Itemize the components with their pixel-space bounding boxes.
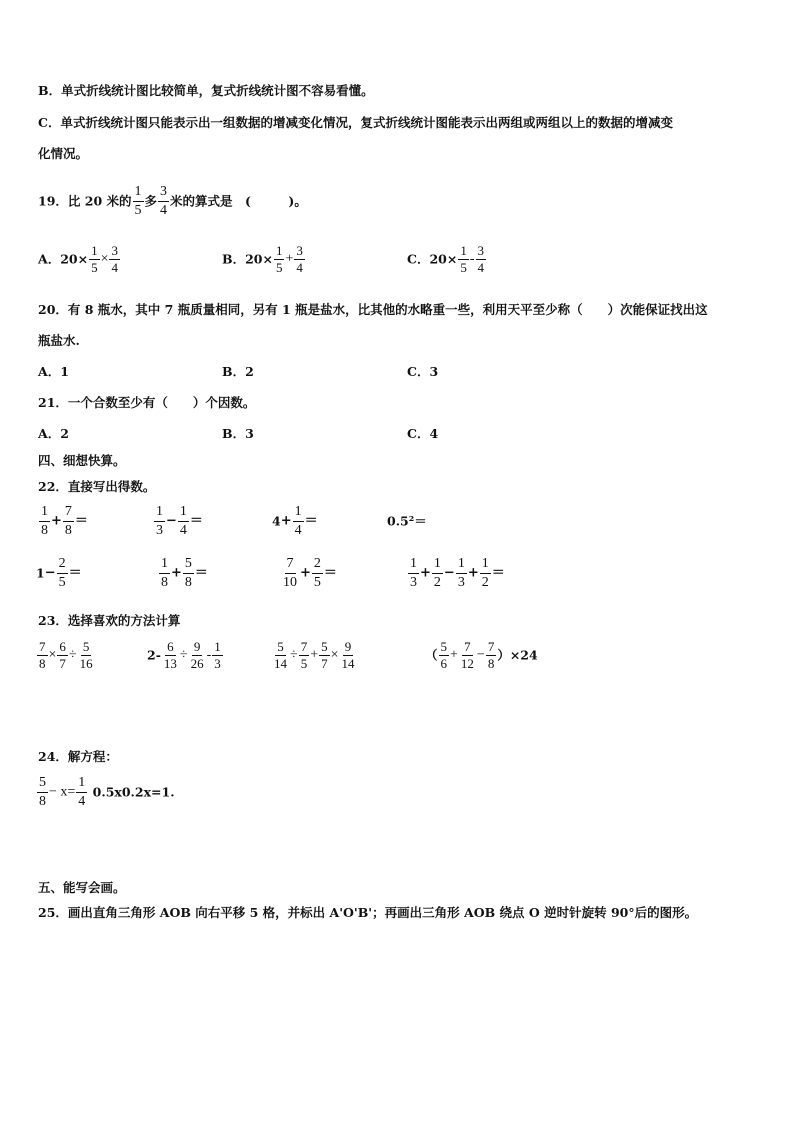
q19-option-b: B．20× $\frac{1}{5}$ + $\frac{3}{4}$	[222, 243, 303, 275]
section-4-heading: 四、细想快算。	[38, 453, 126, 468]
q23-title: 23．选择喜欢的方法计算	[38, 613, 181, 628]
q21-option-a: A．2	[38, 426, 69, 441]
q24-equations: $\frac{5}{8}$ − x= $\frac{1}{4}$ 0.5x0.2x=1.	[39, 775, 175, 809]
q22-expr-2: $\frac{1}{3}$ − $\frac{1}{4}$ ＝	[156, 504, 203, 538]
q23-expr-4: （ $\frac{5}{6}$ + $\frac{7}{12}$ − $\frac{7}{8}$ ）×24	[425, 639, 538, 671]
section-5-heading: 五、能写会画。	[38, 880, 126, 895]
q20-option-a: A．1	[38, 364, 69, 379]
q18-option-c-line1: C．单式折线统计图只能表示出一组数据的增减变化情况，复式折线统计图能表示出两组或两组以上的数据的增减变	[38, 115, 673, 130]
q22-expr-5: 1− $\frac{2}{5}$ ＝	[36, 556, 82, 590]
q19-option-c: C．20× $\frac{1}{5}$ - $\frac{3}{4}$	[407, 243, 484, 275]
q20-option-b: B．2	[222, 364, 254, 379]
q20-option-c: C．3	[407, 364, 439, 379]
q19-question: 19．比 20 米的 $\frac{1}{5}$ 多 $\frac{3}{4}$ 米的算式是 ( )。	[38, 184, 307, 218]
q18-option-b: B．单式折线统计图比较简单，复式折线统计图不容易看懂。	[38, 83, 374, 98]
q25-question: 25．画出直角三角形 AOB 向右平移 5 格，并标出 A'O'B'；再画出三角形 AOB 绕点 O 逆时针旋转 90°后的图形。	[38, 905, 698, 920]
q23-expr-2: 2- $\frac{6}{13}$ ÷ $\frac{9}{26}$ - $\frac{1}{3}$	[147, 639, 221, 671]
q21-question: 21．一个合数至少有（ ）个因数。	[38, 395, 256, 410]
q22-expr-3: 4+ $\frac{1}{4}$ ＝	[272, 504, 318, 538]
q22-title: 22．直接写出得数。	[38, 479, 156, 494]
q23-expr-3: $\frac{5}{14}$ ÷ $\frac{7}{5}$ + $\frac{5}{7}$ × $\frac{9}{14}$	[274, 639, 355, 671]
q24-title: 24．解方程：	[38, 749, 118, 764]
q20-question-line2: 瓶盐水.	[38, 333, 80, 348]
q18-option-c-line2: 化情况。	[38, 146, 89, 161]
q20-question-line1: 20．有 8 瓶水，其中 7 瓶质量相同，另有 1 瓶是盐水，比其他的水略重一些，利用天平至少称（ ）次能保证找出这	[38, 302, 708, 317]
q19-option-a: A．20× $\frac{1}{5}$ × $\frac{3}{4}$	[38, 243, 118, 275]
q22-expr-7: $\frac{7}{10}$ + $\frac{2}{5}$ ＝	[283, 556, 337, 590]
q22-expr-1: $\frac{1}{8}$ + $\frac{7}{8}$ ＝	[41, 504, 88, 538]
q22-expr-6: $\frac{1}{8}$ + $\frac{5}{8}$ ＝	[161, 556, 208, 590]
q22-expr-4: 0.5²＝	[387, 513, 427, 529]
q21-option-c: C．4	[407, 426, 439, 441]
q23-expr-1: $\frac{7}{8}$ × $\frac{6}{7}$ ÷ $\frac{5}{16}$	[39, 639, 93, 671]
q22-expr-8: $\frac{1}{3}$ + $\frac{1}{2}$ − $\frac{1}{3}$ + $\frac{1}{2}$ ＝	[410, 556, 505, 590]
q21-option-b: B．3	[222, 426, 254, 441]
